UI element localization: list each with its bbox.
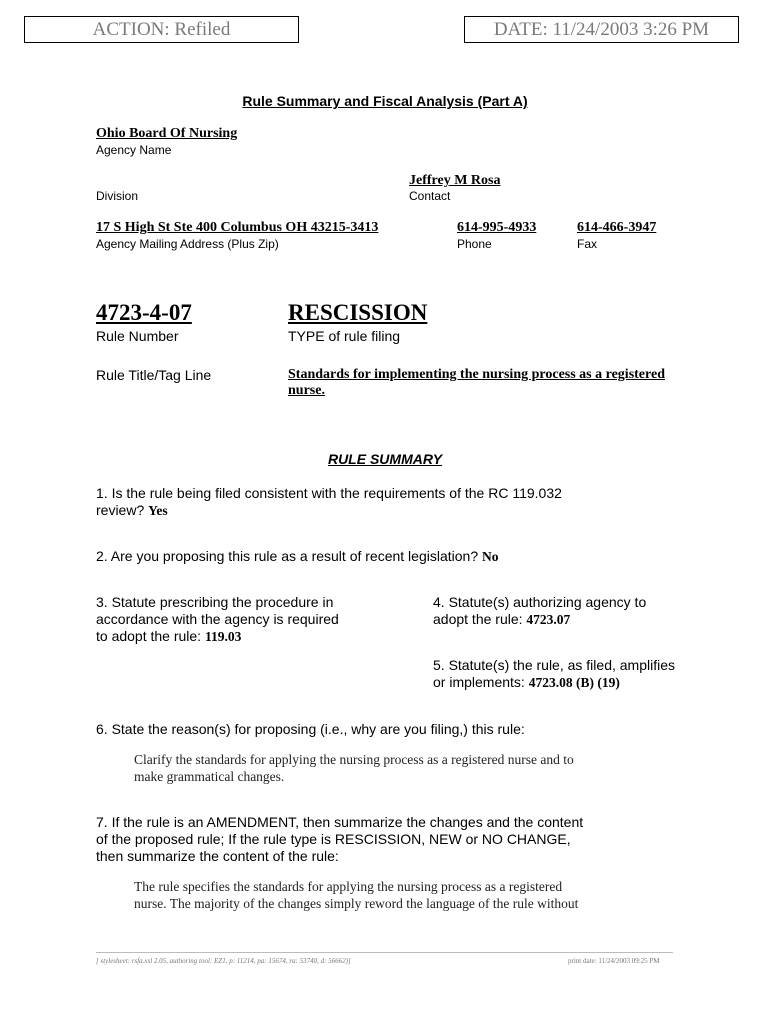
agency-phone: 614-995-4933	[457, 220, 537, 235]
answer-5: 4723.08 (B) (19)	[528, 675, 620, 690]
page-title: Rule Summary and Fiscal Analysis (Part A)	[242, 93, 528, 109]
answer-4: 4723.07	[526, 612, 571, 627]
answer-7-line2: nurse. The majority of the changes simply reword the language of the rule without	[134, 896, 579, 911]
answer-7	[134, 878, 734, 912]
agency-address: 17 S High St Ste 400 Columbus OH 43215-3413	[96, 220, 379, 235]
rule-summary-heading: RULE SUMMARY	[327, 451, 443, 467]
question-7-line2: of the proposed rule; If the rule type is RESCISSION, NEW or NO CHANGE,	[96, 831, 571, 847]
question-7-line3: then summarize the content of the rule:	[96, 848, 339, 864]
rule-title-line2: nurse.	[288, 383, 325, 398]
question-7-line1: 7. If the rule is an AMENDMENT, then summarize the changes and the content	[96, 814, 584, 830]
agency-name: Ohio Board Of Nursing	[96, 126, 238, 141]
question-4-line2: adopt the rule:	[433, 611, 527, 627]
answer-7-line1: The rule specifies the standards for applying the nursing process as a registered	[134, 879, 563, 894]
question-3-line2: accordance with the agency is required	[96, 611, 339, 627]
question-2	[96, 548, 696, 565]
address-label: Agency Mailing Address (Plus Zip)	[96, 237, 279, 251]
answer-3: 119.03	[204, 629, 242, 644]
answer-6	[134, 751, 734, 785]
question-5	[433, 657, 733, 691]
question-2-text: 2. Are you proposing this rule as a result of recent legislation?	[96, 548, 482, 564]
division-label: Division	[96, 189, 139, 203]
agency-fax: 614-466-3947	[577, 220, 657, 235]
fax-label: Fax	[577, 237, 598, 251]
footer-stylesheet: [ stylesheet: rsfa.xsl 2.05, authoring tool: EZ1, p: 11214, pa: 15674, ra: 53740, d: 56662)]	[96, 957, 351, 965]
question-1-line2: review?	[96, 502, 149, 518]
answer-6-line1: Clarify the standards for applying the nursing process as a registered nurse and to	[134, 752, 574, 767]
question-3	[96, 594, 416, 645]
rule-type-label: TYPE of rule filing	[288, 328, 401, 344]
contact-label: Contact	[409, 189, 451, 203]
rule-number-label: Rule Number	[96, 328, 179, 344]
question-1	[96, 485, 696, 519]
agency-name-label: Agency Name	[96, 143, 172, 157]
question-5-line2: or implements:	[433, 674, 529, 690]
rule-number: 4723-4-07	[96, 300, 192, 325]
rule-type: RESCISSION	[288, 300, 428, 325]
question-3-line3: to adopt the rule:	[96, 628, 205, 644]
question-4	[433, 594, 733, 628]
footer-print-date: print date: 11/24/2003 09:25 PM	[568, 957, 660, 965]
phone-label: Phone	[457, 237, 492, 251]
answer-1: Yes	[148, 503, 168, 518]
rule-title-label: Rule Title/Tag Line	[96, 367, 212, 383]
date-box: DATE: 11/24/2003 3:26 PM	[464, 16, 739, 43]
answer-2: No	[482, 549, 499, 564]
footer-divider	[96, 952, 673, 953]
question-3-line1: 3. Statute prescribing the procedure in	[96, 594, 334, 610]
action-box: ACTION: Refiled	[24, 16, 299, 43]
question-5-line1: 5. Statute(s) the rule, as filed, amplifies	[433, 657, 675, 673]
answer-6-line2: make grammatical changes.	[134, 769, 285, 784]
question-6: 6. State the reason(s) for proposing (i.e., why are you filing,) this rule:	[96, 721, 525, 737]
contact-name: Jeffrey M Rosa	[409, 173, 501, 188]
question-4-line1: 4. Statute(s) authorizing agency to	[433, 594, 647, 610]
rule-title-line1: Standards for implementing the nursing process as a registered	[288, 367, 665, 382]
question-7	[96, 814, 716, 865]
question-1-line1: 1. Is the rule being filed consistent with the requirements of the RC 119.032	[96, 485, 562, 501]
